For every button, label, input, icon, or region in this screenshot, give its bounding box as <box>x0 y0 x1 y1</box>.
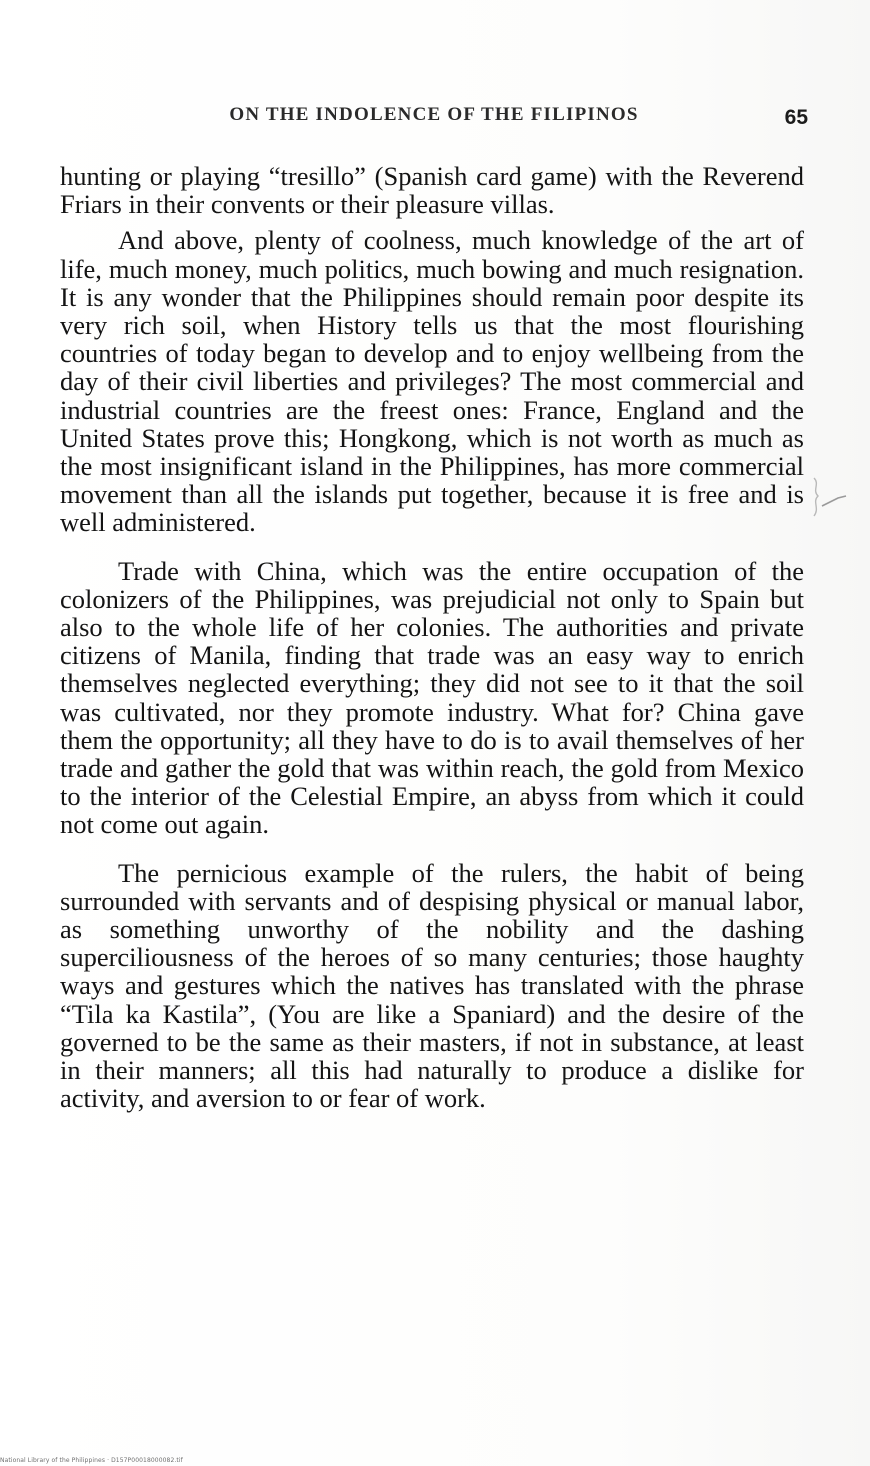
scan-credit: National Library of the Philippines · D157P00018000082.tif <box>0 1457 183 1464</box>
body-text <box>60 162 804 1113</box>
page-number: 65 <box>784 106 808 129</box>
pencil-margin-mark-icon <box>808 476 848 536</box>
running-head <box>60 104 808 134</box>
paragraph-4: The pernicious example of the rulers, the habit of being surrounded with servants and of despising physical or manual labor, as something unworthy of the nobility and the dashing superciliousness of the heroes of so many centuries; those haughty ways and gestures which the natives has translated with the phrase “Tila ka Kastila”, (You are like a Spaniard) and the desire of the governed to be the same as their masters, if not in substance, at least in their manners; all this had naturally to produce a dislike for activity, and aversion to or fear of work. <box>60 857 804 1114</box>
paragraph-2: And above, plenty of coolness, much knowledge of the art of life, much money, much politics, much bowing and much resignation. It is any wonder that the Philippines should remain poor despite its very rich soil, when History tells us that the most flourishing countries of today began to develop and to enjoy wellbeing from the day of their civil liberties and privileges? The most commercial and industrial countries are the freest ones: France, England and the United States prove this; Hongkong, which is not worth as much as the most insignificant island in the Philippines, has more commercial movement than all the islands put together, because it is free and is well administered. <box>60 225 804 538</box>
paragraph-3: Trade with China, which was the entire occupation of the colonizers of the Philippines, was prejudicial not only to Spain but also to the whole life of her colonies. The authorities and private citizens of Manila, finding that trade was an easy way to enrich themselves neglected everything; they did not see to it that the soil was cultivated, nor they promote industry. What for? China gave them the opportunity; all they have to do is to avail themselves of her trade and gather the gold that was within reach, the gold from Mexico to the interior of the Celestial Empire, an abyss from which it could not come out again. <box>60 555 804 840</box>
running-title: ON THE INDOLENCE OF THE FILIPINOS <box>229 104 639 125</box>
paragraph-1: hunting or playing “tresillo” (Spanish card game) with the Reverend Friars in their convents or their pleasure villas. <box>60 161 804 220</box>
